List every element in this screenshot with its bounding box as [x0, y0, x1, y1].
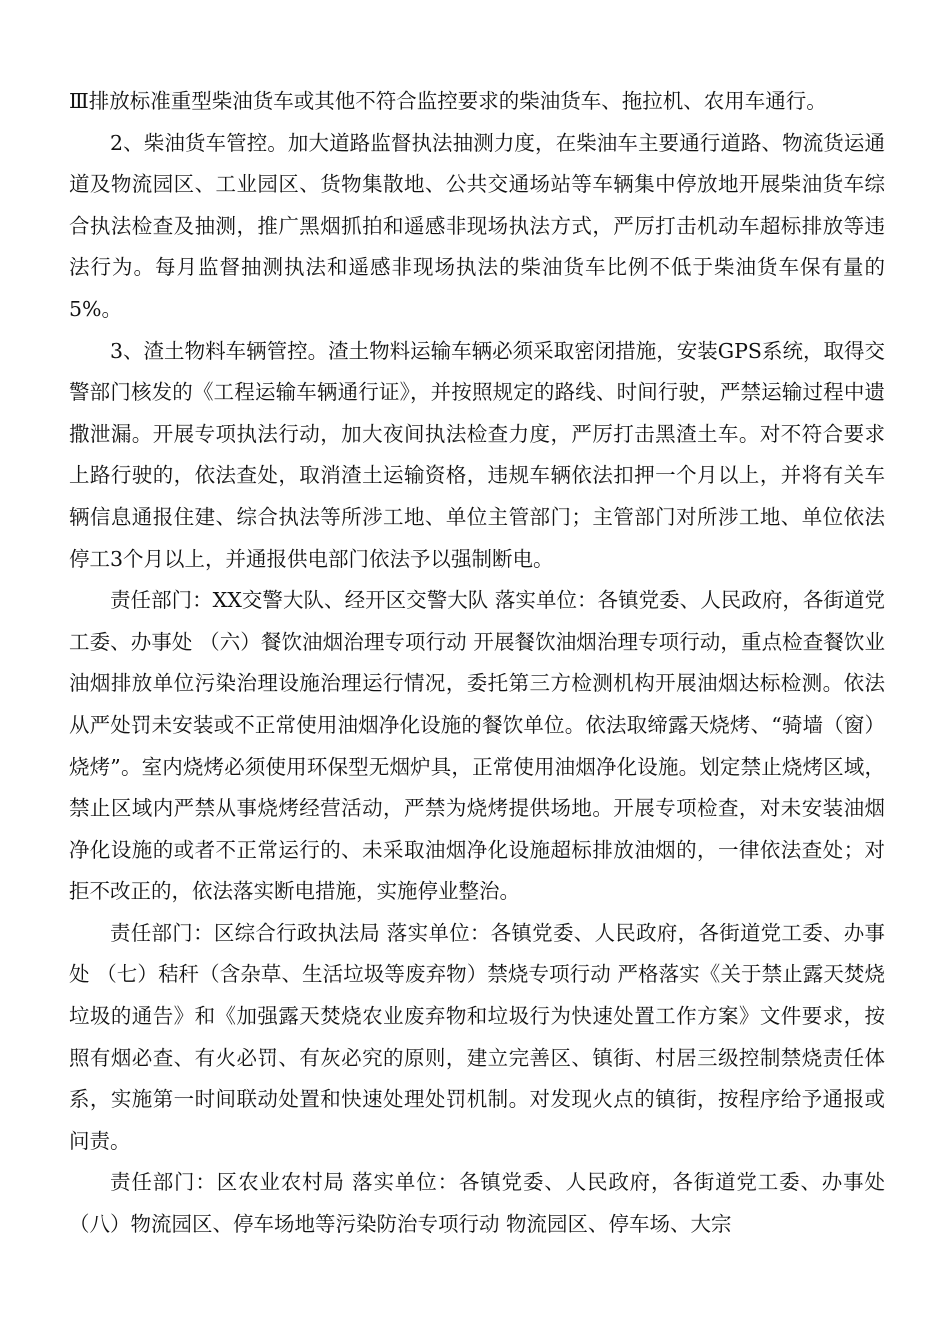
paragraph-muck-vehicle-control: 3、渣土物料车辆管控。渣土物料运输车辆必须采取密闭措施，安装GPS系统，取得交警部门核发的《工程运输车辆通行证》，并按照规定的路线、时间行驶，严禁运输过程中遗撒泄漏。开展专项执法行动，加大夜间执法检查力度，严厉打击黑渣土车。对不符合要求上路行驶的，依法查处，取消渣土运输资格，违规车辆依法扣押一个月以上，并将有关车辆信息通报住建、综合执法等所涉工地、单位主管部门；主管部门对所涉工地、单位依法停工3个月以上，并通报供电部门依法予以强制断电。	[69, 338, 885, 571]
document-body	[69, 81, 885, 1246]
paragraph-catering-fume-action: 责任部门：XX交警大队、经开区交警大队 落实单位：各镇党委、人民政府，各街道党工委、办事处 （六）餐饮油烟治理专项行动 开展餐饮油烟治理专项行动，重点检查餐饮业油烟排放单位污染治理设施治理运行情况，委托第三方检测机构开展油烟达标检测。依法从严处罚未安装或不正常使用油烟净化设施的餐饮单位。依法取缔露天烧烤、“骑墙（窗）烧烤”。室内烧烤必须使用环保型无烟炉具，正常使用油烟净化设施。划定禁止烧烤区域，禁止区域内严禁从事烧烤经营活动，严禁为烧烤提供场地。开展专项检查，对未安装油烟净化设施的或者不正常运行的、未采取油烟净化设施超标排放油烟的，一律依法查处；对拒不改正的，依法落实断电措施，实施停业整治。	[69, 588, 885, 904]
paragraph-straw-burning-action: 责任部门：区综合行政执法局 落实单位：各镇党委、人民政府，各街道党工委、办事处 （七）秸秆（含杂草、生活垃圾等废弃物）禁烧专项行动 严格落实《关于禁止露天焚烧垃圾的通告》和《加强露天焚烧农业废弃物和垃圾行为快速处置工作方案》文件要求，按照有烟必查、有火必罚、有灰必究的原则，建立完善区、镇街、村居三级控制禁烧责任体系，实施第一时间联动处置和快速处理处罚机制。对发现火点的镇街，按程序给予通报或问责。	[69, 920, 885, 1153]
paragraph-continuation: Ⅲ排放标准重型柴油货车或其他不符合监控要求的柴油货车、拖拉机、农用车通行。	[69, 89, 827, 113]
paragraph-diesel-truck-control: 2、柴油货车管控。加大道路监督执法抽测力度，在柴油车主要通行道路、物流货运通道及物流园区、工业园区、货物集散地、公共交通场站等车辆集中停放地开展柴油货车综合执法检查及抽测，推广黑烟抓拍和遥感非现场执法方式，严厉打击机动车超标排放等违法行为。每月监督抽测执法和遥感非现场执法的柴油货车比例不低于柴油货车保有量的5%。	[69, 130, 885, 321]
paragraph-logistics-park-action: 责任部门：区农业农村局 落实单位：各镇党委、人民政府，各街道党工委、办事处 （八）物流园区、停车场地等污染防治专项行动 物流园区、停车场、大宗	[69, 1170, 885, 1237]
